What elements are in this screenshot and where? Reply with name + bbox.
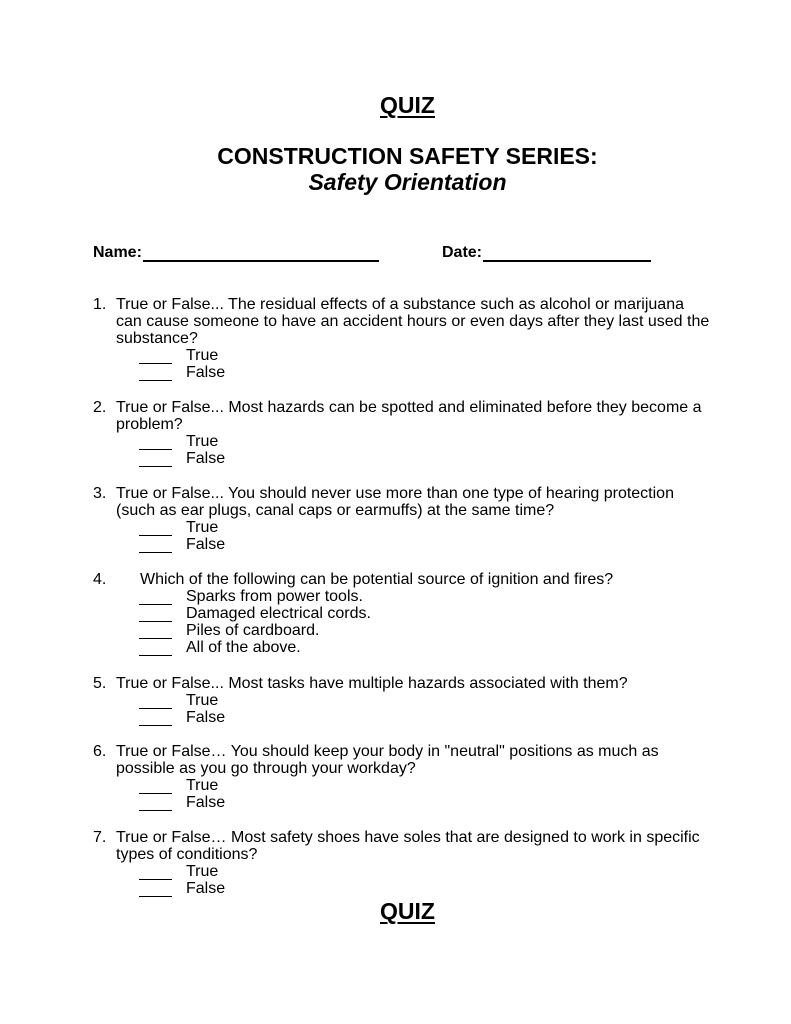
question-text: True or False... Most hazards can be spotted and eliminated before they become a problem? bbox=[116, 399, 702, 433]
answer-option[interactable] bbox=[139, 364, 713, 381]
answer-blank[interactable] bbox=[139, 539, 172, 553]
question-number: 3. bbox=[93, 485, 107, 502]
answer-blank[interactable] bbox=[139, 522, 172, 536]
answer-option[interactable] bbox=[139, 622, 713, 639]
answer-blank[interactable] bbox=[139, 797, 172, 811]
answer-blank[interactable] bbox=[139, 436, 172, 450]
answer-blank[interactable] bbox=[139, 695, 172, 709]
option-label: Damaged electrical cords. bbox=[186, 605, 371, 622]
question-text: Which of the following can be potential source of ignition and fires? bbox=[140, 571, 614, 588]
option-label: False bbox=[186, 536, 226, 553]
option-label: True bbox=[186, 863, 219, 880]
date-blank-line[interactable] bbox=[483, 246, 651, 262]
answer-option[interactable] bbox=[139, 709, 713, 726]
answer-option[interactable] bbox=[139, 588, 713, 605]
answer-option[interactable] bbox=[139, 777, 713, 794]
option-label: False bbox=[186, 709, 226, 726]
option-label: Piles of cardboard. bbox=[186, 622, 320, 639]
question-number: 7. bbox=[93, 829, 107, 846]
question-number: 5. bbox=[93, 675, 107, 692]
answer-option[interactable] bbox=[139, 519, 713, 536]
answer-option[interactable] bbox=[139, 450, 713, 467]
answer-option[interactable] bbox=[139, 863, 713, 880]
date-field[interactable] bbox=[442, 244, 651, 262]
answer-blank[interactable] bbox=[139, 591, 172, 605]
question-text: True or False... The residual effects of a substance such as alcohol or marijuana can cause someone to have an accident hours or even days after they last used the substance? bbox=[116, 296, 710, 347]
option-label: True bbox=[186, 692, 219, 709]
option-label: True bbox=[186, 433, 219, 450]
answer-blank[interactable] bbox=[139, 608, 172, 622]
question-3 bbox=[93, 485, 713, 553]
answer-blank[interactable] bbox=[139, 453, 172, 467]
option-label: False bbox=[186, 364, 226, 381]
answer-blank[interactable] bbox=[139, 780, 172, 794]
answer-option[interactable] bbox=[139, 639, 713, 656]
question-number: 2. bbox=[93, 399, 107, 416]
answer-option[interactable] bbox=[139, 433, 713, 450]
option-label: All of the above. bbox=[186, 639, 301, 656]
question-number: 4. bbox=[93, 571, 107, 588]
date-label: Date: bbox=[442, 244, 483, 261]
answer-option[interactable] bbox=[139, 794, 713, 811]
answer-blank[interactable] bbox=[139, 883, 172, 897]
answer-blank[interactable] bbox=[139, 367, 172, 381]
option-label: True bbox=[186, 347, 219, 364]
question-number: 1. bbox=[93, 296, 107, 313]
question-text: True or False… You should keep your body in "neutral" positions as much as possible as you go through your workday? bbox=[116, 743, 659, 777]
option-label: False bbox=[186, 450, 226, 467]
answer-option[interactable] bbox=[139, 536, 713, 553]
option-label: True bbox=[186, 519, 219, 536]
answer-blank[interactable] bbox=[139, 712, 172, 726]
question-text: True or False... You should never use more than one type of hearing protection (such as ear plugs, canal caps or earmuffs) at the same time? bbox=[116, 485, 674, 519]
question-5 bbox=[93, 675, 713, 726]
answer-blank[interactable] bbox=[139, 642, 172, 656]
answer-blank[interactable] bbox=[139, 350, 172, 364]
answer-option[interactable] bbox=[139, 880, 713, 897]
question-7 bbox=[93, 829, 713, 897]
option-label: True bbox=[186, 777, 219, 794]
name-label: Name: bbox=[93, 244, 142, 261]
answer-option[interactable] bbox=[139, 692, 713, 709]
series-title: CONSTRUCTION SAFETY SERIES: bbox=[217, 143, 598, 169]
question-2 bbox=[93, 399, 713, 467]
footer-quiz-title: QUIZ bbox=[380, 898, 435, 924]
name-field[interactable] bbox=[93, 244, 379, 262]
quiz-title: QUIZ bbox=[380, 92, 435, 118]
question-6 bbox=[93, 743, 713, 811]
series-subtitle: Safety Orientation bbox=[308, 169, 507, 195]
question-text: True or False… Most safety shoes have soles that are designed to work in specific types of conditions? bbox=[116, 829, 700, 863]
question-1 bbox=[93, 296, 713, 381]
answer-blank[interactable] bbox=[139, 866, 172, 880]
option-label: False bbox=[186, 794, 226, 811]
option-label: False bbox=[186, 880, 226, 897]
question-number: 6. bbox=[93, 743, 107, 760]
question-4 bbox=[93, 571, 713, 656]
question-text: True or False... Most tasks have multiple hazards associated with them? bbox=[116, 675, 628, 692]
answer-blank[interactable] bbox=[139, 625, 172, 639]
answer-option[interactable] bbox=[139, 347, 713, 364]
name-blank-line[interactable] bbox=[143, 246, 379, 262]
option-label: Sparks from power tools. bbox=[186, 588, 363, 605]
answer-option[interactable] bbox=[139, 605, 713, 622]
